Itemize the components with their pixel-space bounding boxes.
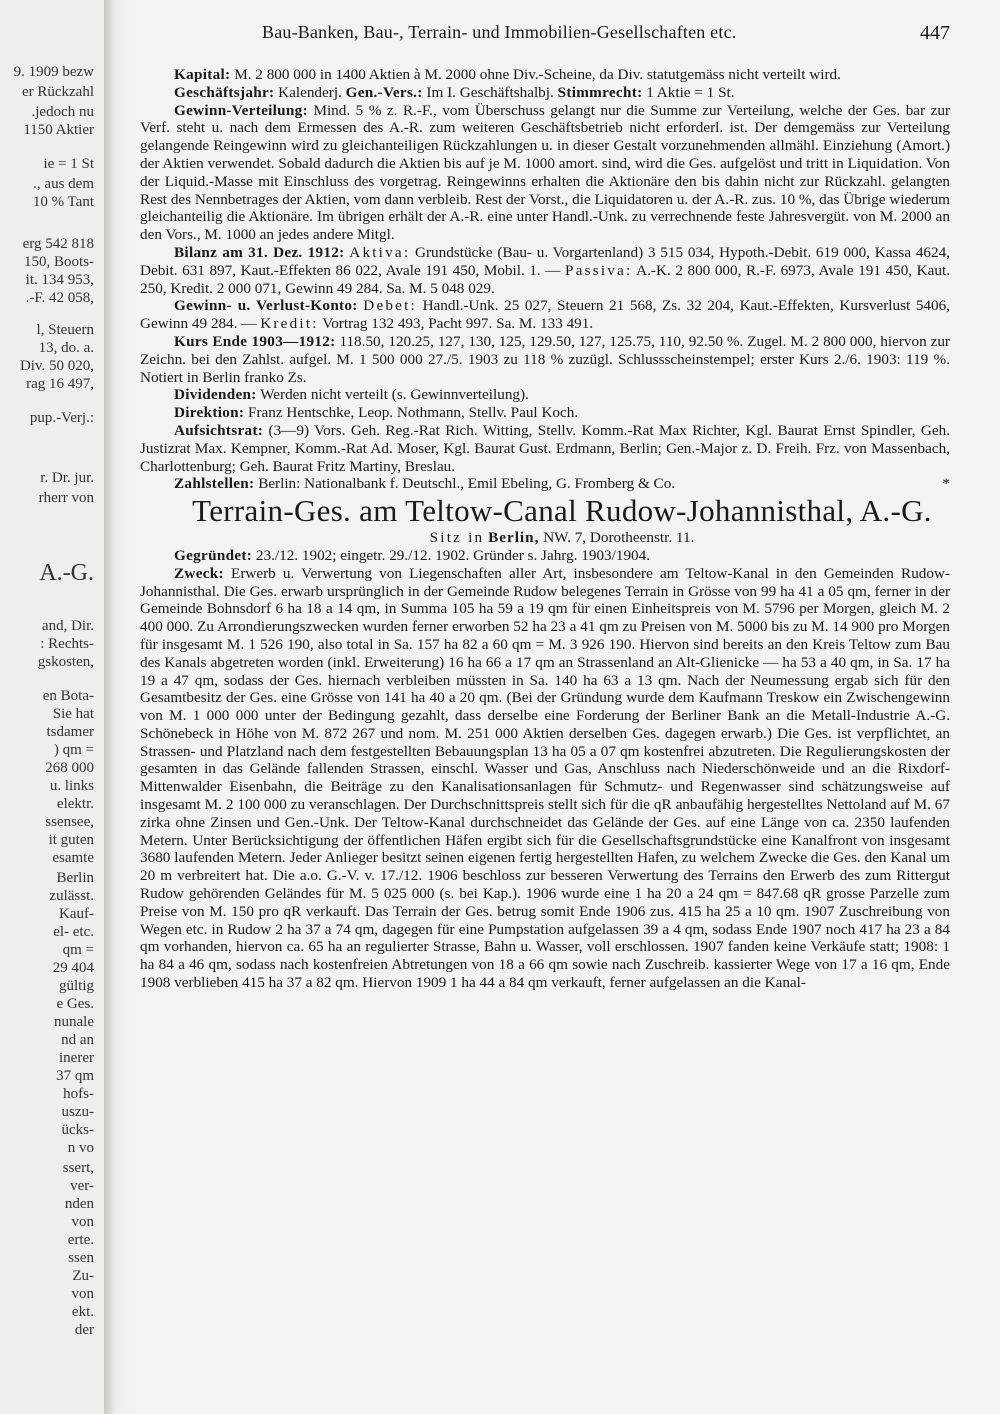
left-fragment-line: n vo — [67, 1140, 94, 1156]
kurs-label: Kurs Ende 1903—1912: — [174, 332, 336, 350]
left-fragment-line: tsdamer — [46, 724, 94, 740]
zahlstellen-mark: * — [942, 475, 950, 493]
book-gutter — [104, 0, 134, 1414]
left-fragment-line: 150, Boots- — [23, 254, 94, 270]
genvers-label: Gen.-Vers.: — [345, 83, 423, 101]
left-fragment-line: rherr von — [38, 490, 94, 506]
left-page-fragment — [0, 0, 104, 1414]
bilanz-aktiva-text: Grundstücke (Bau- u. Vorgartenland) 3 515 034, Hypoth.-Debit. 619 000, Kassa 4624, Debit. 631 897, Kaut.-Effekten 86 022, Avale 191 450, Mobil. 1. — — [140, 243, 950, 279]
guv-label: Gewinn- u. Verlust-Konto: — [174, 297, 358, 315]
left-fragment-line: elektr. — [56, 796, 94, 812]
header-title: Bau-Banken, Bau-, Terrain- und Immobilien-Gesellschaften etc. — [262, 22, 737, 42]
dividenden-label: Dividenden: — [174, 386, 257, 404]
left-fragment-line: hofs- — [63, 1086, 94, 1102]
left-fragment-line: and, Dir. — [41, 618, 94, 634]
left-fragment-line: nd an — [61, 1032, 94, 1048]
sitz-address: NW. 7, Dorotheenstr. 11. — [543, 529, 695, 547]
left-fragment-line: Kauf- — [59, 906, 94, 922]
left-fragment-line: ssen — [68, 1250, 94, 1266]
left-fragment-line: r. Dr. jur. — [40, 470, 94, 486]
guv-debet-text: Handl.-Unk. 25 027, Steuern 21 568, Zs. 32 204, Kaut.-Effekten, Kursverlust 5406, Gewinn 49 284. — — [140, 297, 950, 333]
gewinn-label: Gewinn-Verteilung: — [174, 101, 308, 119]
page-number: 447 — [920, 22, 950, 44]
left-fragment-line: qm = — [62, 942, 94, 958]
left-fragment-line: zulässt. — [49, 888, 94, 904]
left-fragment-line: 37 qm — [56, 1068, 94, 1084]
bilanz-passiva-label: Passiva: — [565, 261, 633, 279]
geschaeftsjahr-label: Geschäftsjahr: — [174, 83, 275, 101]
direktion-text: Franz Hentschke, Leop. Nothmann, Stellv. Paul Koch. — [248, 404, 579, 422]
zahlstellen-paragraph — [140, 475, 950, 493]
left-fragment-line: ssensee, — [45, 814, 94, 830]
left-fragment-line: Sie hat — [52, 706, 94, 722]
bilanz-paragraph — [140, 244, 950, 297]
left-fragment-line: ) qm = — [53, 742, 94, 758]
left-fragment-line: ücks- — [61, 1122, 94, 1138]
stimmrecht-label: Stimmrecht: — [557, 83, 643, 101]
left-fragment-line: ie = 1 St — [43, 156, 94, 172]
direktion-paragraph — [140, 404, 950, 422]
left-fragment-line: ekt. — [71, 1304, 94, 1320]
left-fragment-line: 9. 1909 bezw — [13, 64, 94, 80]
left-fragment-line: .-F. 42 058, — [25, 290, 94, 306]
kapital-paragraph — [140, 66, 950, 84]
gegruendet-text: 23./12. 1902; eingetr. 29./12. 1902. Gründer s. Jahrg. 1903/1904. — [255, 546, 651, 564]
left-fragment-line: el- etc. — [53, 924, 94, 940]
left-fragment-line: it. 134 953, — [25, 272, 94, 288]
left-fragment-line: 29 404 — [52, 960, 94, 976]
left-fragment-line: uszu- — [61, 1104, 94, 1120]
genvers-text: Im I. Geschäftshalbj. — [426, 83, 554, 101]
page — [140, 0, 950, 1414]
left-fragment-line: erg 542 818 — [22, 236, 94, 252]
geschaeftsjahr-text: Kalenderj. — [278, 83, 342, 101]
left-fragment-line: pup.-Verj.: — [29, 410, 94, 426]
running-header — [140, 22, 950, 46]
sitz-city: Berlin, — [488, 529, 540, 547]
zweck-paragraph — [140, 565, 950, 992]
direktion-label: Direktion: — [174, 404, 245, 422]
left-fragment-line: er Rückzahl — [21, 84, 94, 100]
left-fragment-line: Div. 50 020, — [19, 358, 94, 374]
left-fragment-line: erte. — [67, 1232, 94, 1248]
left-fragment-line: von — [71, 1214, 94, 1230]
left-fragment-line: : Rechts- — [40, 636, 94, 652]
left-fragment-line: u. links — [49, 778, 94, 794]
left-fragment-line: A.-G. — [39, 560, 94, 586]
kurs-text: 118.50, 120.25, 127, 130, 125, 129.50, 127, 125.75, 110, 92.50 %. Zugel. M. 2 800 000, hiervon zur Zeichn. bei den Zahlst. aufgel. M. 1 500 000 27./5. 1903 zu 118 % zuzügl. Schlussscheinstempel; erster Kurs 2./6. 1903: 119 %. Notiert in Berlin franko Zs. — [140, 332, 950, 386]
company-title: Terrain-Ges. am Teltow-Canal Rudow-Johannisthal, A.-G. — [192, 493, 932, 529]
bilanz-passiva-text: A.-K. 2 800 000, R.-F. 6973, Avale 191 450, Kaut. 250, Kredit. 2 000 071, Gewinn 49 284. Sa. M. 5 048 029. — [140, 261, 950, 297]
bilanz-label: Bilanz am 31. Dez. 1912: — [174, 243, 345, 261]
left-fragment-line: 1150 Aktier — [23, 122, 94, 138]
guv-paragraph — [140, 297, 950, 333]
gewinn-paragraph — [140, 102, 950, 244]
sitz-prefix: Sitz in — [429, 529, 485, 547]
gegruendet-paragraph — [140, 547, 950, 565]
dividenden-text: Werden nicht verteilt (s. Gewinnverteilung). — [260, 386, 529, 404]
guv-kredit-text: Vortrag 132 493, Pacht 997. Sa. M. 133 491. — [322, 315, 594, 333]
kapital-text: M. 2 800 000 in 1400 Aktien à M. 2000 ohne Div.-Scheine, da Div. statutgemäss nicht verteilt wird. — [234, 66, 841, 83]
left-fragment-line: nden — [64, 1196, 94, 1212]
left-fragment-line: der — [74, 1322, 94, 1338]
left-fragment-line: e Ges. — [56, 996, 94, 1012]
zahlstellen-text: Berlin: Nationalbank f. Deutschl., Emil Ebeling, G. Fromberg & Co. — [258, 475, 676, 493]
gegruendet-label: Gegründet: — [174, 546, 253, 564]
left-fragment-line: Zu- — [72, 1268, 94, 1284]
dividenden-paragraph — [140, 386, 950, 404]
guv-kredit-label: Kredit: — [260, 315, 319, 333]
left-fragment-line: en Bota- — [42, 688, 94, 704]
left-fragment-line: Berlin — [56, 870, 94, 886]
geschaeftsjahr-paragraph — [140, 84, 950, 102]
left-fragment-line: rag 16 497, — [26, 376, 94, 392]
left-fragment-line: esamte — [52, 850, 94, 866]
zahlstellen-label: Zahlstellen: — [174, 475, 255, 493]
document-body — [140, 66, 950, 992]
aufsichtsrat-label: Aufsichtsrat: — [174, 421, 264, 439]
stimmrecht-text: 1 Aktie = 1 St. — [646, 83, 735, 101]
left-fragment-line: ssert, — [62, 1160, 94, 1176]
zweck-text: Erwerb u. Verwertung von Liegenschaften aller Art, insbesondere am Teltow-Kanal in den Gemeinden Rudow-Johannisthal. Die Ges. erwarb ursprünglich in der Gemeinde Rudow belegenes Terrain in Grösse von 99 ha 41 a 05 qm, ferner in der Gemeinde Bohnsdorf 6 ha 18 a 14 qm, in Summa 105 ha 59 a 19 qm für einen Einheitspreis von M. 5796 per Morgen, gleich M. 2 400 000. Zu Arrondierungszwecken wurden ferner erworben 52 ha 23 a 41 qm zu Preisen von M. 5000 bis zu M. 14 900 pro Morgen für insgesamt M. 1 526 190, also total in Sa. 157 ha 82 a 60 qm = M. 3 926 190. Hiervon sind bereits an den Kreis Teltow zum Bau des Kanals abgetreten worden (inkl. Erweiterung) 16 ha 66 a 17 qm an Strassenland an Alt-Glienicke — ha 53 a 40 qm, in Sa. 17 ha 19 a 47 qm, sodass der Ges. hiernach verbleiben müssten in Sa. 140 ha 63 a 13 qm. Nach der Neumessung ergab sich für den Gesamtbesitz der Ges. eine Grösse von 141 ha 40 a 20 qm. (Bei der Gründung wurde dem Kaufmann Treskow ein Zwischengewinn von M. 1 000 000 unter der Bedingung gezahlt, dass derselbe eine Forderung der Berliner Bank an die Metall-Industrie A.-G. Schönebeck in Höhe von M. 872 267 und nom. M. 251 000 Aktien derselben Ges. dagegen erwarb.) Die Ges. ist verpflichtet, an Strassen- und Platzland nach dem festgestellten Bebauungsplan 13 ha 05 a 07 qm kostenfrei abzutreten. Die Regulierungskosten der gesamten in das Gelände fallenden Strassen, einschl. Wasser und Gas, Anschluss nach Niederschönweide und an die Rixdorf-Mittenwalder Eisenbahn, die Beiträge zu den Kanalisationsanlagen für Schmutz- und Regenwasser sind schätzungsweise auf insgesamt M. 2 100 000 zu veranschlagen. Der Durchschnittspreis stellt sich für die qR anbaufähig hergestelltes Nettoland auf M. 67 zirka ohne Zinsen und Gen.-Unk. Der Teltow-Kanal durchschneidet das Gelände der Ges. auf eine Länge von ca. 2350 laufenden Metern. Unter Berücksichtigung der öffentlichen Häfen ergibt sich für die Gesellschaftsgrundstücke eine Kanalfront von insgesamt 3680 laufenden Metern. Jeder Anlieger besitzt seinen eigenen fertig hergestellten Hafen, zu welchem Zwecke die Ges. den Kanal um 20 m verbreitert hat. Die a.o. G.-V. v. 17./12. 1906 beschloss zur besseren Verwertung des Terrains den Erwerb des zum Rittergut Rudow gehörenden Geländes für M. 5 025 000 (s. bei Kap.). 1906 wurde eine 1 ha 20 a 24 qm = 847.68 qR grosse Parzelle zum Preise von M. 150 pro qR verkauft. Das Terrain der Ges. betrug somit Ende 1906 zus. 415 ha 25 a 10 qm. 1907 Zuschreibung von Wegen etc. in Rudow 2 ha 37 a 74 qm, dagegen für eine Pumpstation aufgelassen 39 a 4 qm, sodass Ende 1907 noch 417 ha 23 a 84 qm vorhanden, hiervon ca. 65 ha an regulierter Strasse, Bahn u. Wasser, voll erschlossen. 1907 fanden keine Verkäufe statt; 1908: 1 ha 84 a 46 qm, sodass nach kostenfreien Abtretungen von 18 a 66 qm sowie nach Zuschreib. kassierter Wege von 17 a 16 qm, Ende 1908 verblieben 415 ha 37 a 82 qm. Hiervon 1909 1 ha 44 a 84 qm verkauft, ferner aufgelassen an die Kanal- — [140, 564, 950, 992]
left-fragment-line: ver- — [70, 1178, 94, 1194]
aufsichtsrat-text: (3—9) Vors. Geh. Reg.-Rat Rich. Witting, Stellv. Komm.-Rat Max Richter, Kgl. Baurat Ernst Spindler, Geh. Justizrat Max. Kempner, Komm.-Rat Ad. Moser, Kgl. Baurat Gust. Erdmann, Berlin; Gen.-Major z. D. Freih. Frz. von Massenbach, Charlottenburg; Geh. Baurat Fritz Martiny, Breslau. — [140, 421, 951, 475]
zweck-label: Zweck: — [174, 564, 224, 582]
left-fragment-line: 13, do. a. — [38, 340, 94, 356]
aufsichtsrat-paragraph — [140, 422, 950, 475]
kapital-label: Kapital: — [174, 66, 231, 83]
company-sitz — [140, 529, 950, 547]
left-fragment-line: ., aus dem — [33, 176, 94, 192]
left-fragment-line: .jedoch nu — [31, 104, 94, 120]
left-fragment-line: inerer — [59, 1050, 94, 1066]
left-fragment-line: nunale — [54, 1014, 94, 1030]
kurs-paragraph — [140, 333, 950, 386]
left-fragment-line: l, Steuern — [36, 322, 94, 338]
left-fragment-line: 10 % Tant — [32, 194, 94, 210]
bilanz-aktiva-label: Aktiva: — [349, 243, 411, 261]
left-fragment-line: gültig — [58, 978, 94, 994]
gewinn-text: Mind. 5 % z. R.-F., vom Überschuss gelangt nur die Summe zur Verteilung, welche der Ges. bar zur Verf. steht u. nach dem Ermessen des A.-R. zum weiteren Geschäftsbetrieb nicht erforderl. ist. Der demgemäss zur Verteilung gelangende Reingewinn wird zu gleichanteiligen Rückzahlungen u. in dieser Gestalt vorzunehmenden allmähl. Einziehung (Amort.) der Aktien verwendet. Sobald dadurch die Aktien bis auf je M. 1000 amort. sind, wird die Ges. aufgelöst und tritt in Liquidation. Von der Liquid.-Masse mit Einschluss des vorgetrag. Reingewinns erhalten die Aktionäre den bis dahin nicht zur Rückzahl. gelangten Rest des Nennbetrages der Aktien, vom dann verbleib. Rest der Vorst., die Liquidatoren u. der A.-R. zus. 10 %, das Übrige wiederum gleichanteilig die Aktionäre. Im übrigen erhält der A.-R. eine unter Handl.-Unk. zu verrechnende feste Jahresvergüt. von M. 2000 an den Vors., M. 1000 an jedes andere Mitgl. — [140, 101, 950, 244]
left-fragment-line: 268 000 — [45, 760, 94, 776]
left-fragment-line: it guten — [48, 832, 94, 848]
left-fragment-line: gskosten, — [37, 654, 94, 670]
guv-debet-label: Debet: — [363, 297, 417, 315]
left-fragment-line: von — [71, 1286, 94, 1302]
